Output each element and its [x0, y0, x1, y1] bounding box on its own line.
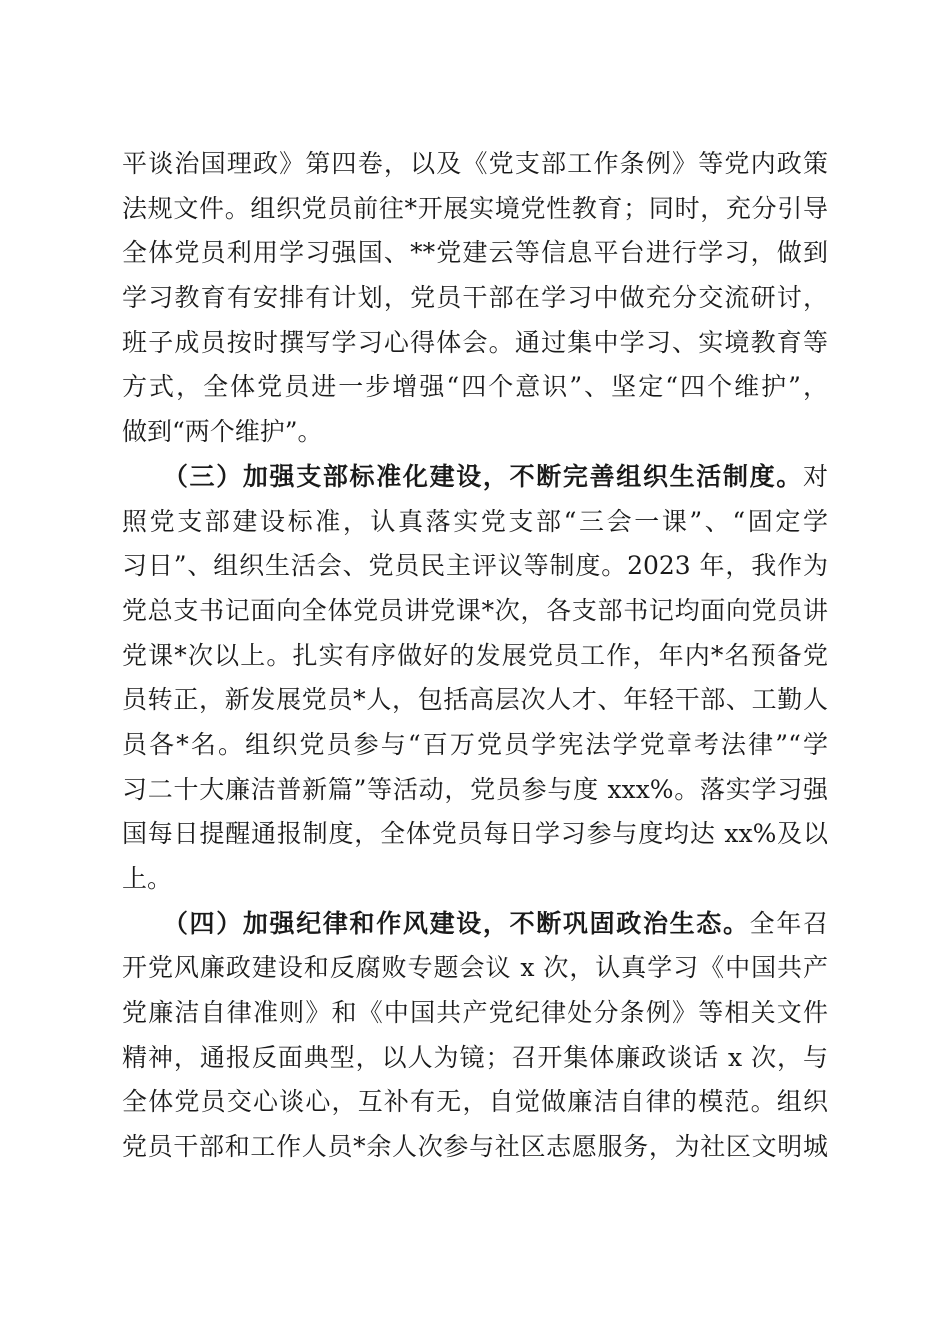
section-heading: （三）加强支部标准化建设，不断完善组织生活制度。 [122, 461, 803, 491]
text-line [122, 1080, 828, 1125]
text-line [122, 589, 828, 634]
text-line [122, 455, 828, 500]
text-line [122, 678, 828, 723]
text-segment: 员转正，新发展党员*人，包括高层次人才、年轻干部、工勤人 [122, 685, 828, 715]
text-line [122, 544, 828, 589]
text-line [122, 1036, 828, 1081]
text-line [122, 902, 828, 947]
text-line [122, 231, 828, 276]
text-segment: 上。 [122, 864, 173, 893]
text-line [122, 723, 828, 768]
text-segment: 员各*名。组织党员参与“百万党员学宪法学党章考法律”“学 [122, 729, 828, 759]
text-segment: 党廉洁自律准则》和《中国共产党纪律处分条例》等相关文件 [122, 998, 828, 1028]
text-segment: 法规文件。组织党员前往*开展实境党性教育；同时，充分引导 [122, 193, 828, 223]
paragraph [122, 142, 828, 455]
text-line [122, 634, 828, 679]
text-line [122, 768, 828, 813]
text-line [122, 365, 828, 410]
text-segment: 开党风廉政建设和反腐败专题会议 x 次，认真学习《中国共产 [122, 953, 828, 983]
text-segment: 习日”、组织生活会、党员民主评议等制度。2023 年，我作为 [122, 551, 828, 581]
text-line [122, 500, 828, 545]
text-segment: 习二十大廉洁普新篇”等活动，党员参与度 xxx%。落实学习强 [122, 774, 828, 804]
text-segment: 党总支书记面向全体党员讲党课*次，各支部书记均面向党员讲 [122, 595, 828, 625]
text-segment: 全体党员利用学习强国、**党建云等信息平台进行学习，做到 [122, 238, 828, 268]
text-segment: 党员干部和工作人员*余人次参与社区志愿服务，为社区文明城 [122, 1132, 828, 1162]
text-segment: 平谈治国理政》第四卷，以及《党支部工作条例》等党内政策 [122, 149, 828, 178]
text-segment: 学习教育有安排有计划，党员干部在学习中做充分交流研讨， [122, 283, 828, 313]
paragraph [122, 455, 828, 902]
paragraph [122, 902, 828, 1170]
text-line [122, 187, 828, 232]
text-segment: 做到“两个维护”。 [122, 417, 323, 447]
text-line [122, 276, 828, 321]
text-segment: 国每日提醒通报制度，全体党员每日学习参与度均达 xx%及以 [122, 819, 828, 849]
text-segment: 精神，通报反面典型，以人为镜；召开集体廉政谈话 x 次，与 [122, 1042, 828, 1072]
text-segment: 党课*次以上。扎实有序做好的发展党员工作，年内*名预备党 [122, 640, 828, 670]
text-line [122, 991, 828, 1036]
text-segment: 方式，全体党员进一步增强“四个意识”、坚定“四个维护”， [122, 372, 828, 402]
text-line [122, 142, 828, 187]
text-segment: 全年召 [749, 908, 828, 938]
text-line [122, 812, 828, 857]
text-line [122, 1125, 828, 1170]
text-line [122, 410, 828, 455]
text-line [122, 321, 828, 366]
document-body [122, 142, 828, 1170]
text-line [122, 857, 828, 902]
text-segment: 班子成员按时撰写学习心得体会。通过集中学习、实境教育等 [122, 327, 828, 357]
text-segment: 全体党员交心谈心，互补有无，自觉做廉洁自律的模范。组织 [122, 1087, 828, 1117]
text-segment: 对 [802, 461, 828, 491]
text-line [122, 946, 828, 991]
section-heading: （四）加强纪律和作风建设，不断巩固政治生态。 [122, 908, 750, 938]
text-segment: 照党支部建设标准，认真落实党支部“三会一课”、“固定学 [122, 506, 828, 536]
